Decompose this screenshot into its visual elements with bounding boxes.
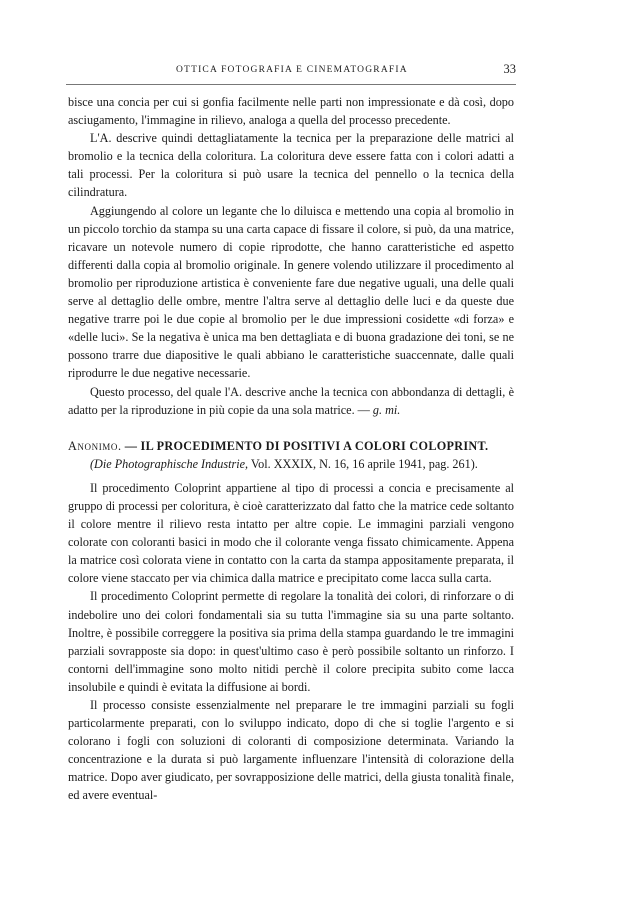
- paragraph: Aggiungendo al colore un legante che lo diluisca e mettendo una copia al bromolio in un piccolo torchio da stampa su una carta capace di fissare il colore, si può, da una matrice, ricavare un notevole numero di copie riprodotte, che hanno caratteristiche ed aspetto differenti dalla copia al bromolio originale. In genere volendo utilizzare il procedimento al bromolio per riproduzione artistica è conveniente fare due negative uguali, una delle quali serve al dettaglio delle ombre, mentre l'altra serve al dettaglio delle luci e da queste due negative trarre poi le due copie al bromolio per le due impressioni cosidette «di forza» e «delle luci». Se la negativa è unica ma ben dettagliata e di buona gradazione dei toni, se ne possono trarre due diapositive le quali abbiano le caratteristiche suaccennate, dalle quali riprodurre le due negative necessarie.: [68, 203, 514, 381]
- page-number: 33: [503, 62, 516, 76]
- running-head: OTTICA FOTOGRAFIA E CINEMATOGRAFIA: [176, 65, 408, 75]
- review-signature: g. mi.: [372, 402, 401, 417]
- entry-reference: [68, 455, 514, 473]
- paragraph: bisce una concia per cui si gonfia facilmente nelle parti non impressionate e dà così, dopo asciugamento, l'immagine in rilievo, analoga a quella del processo precedente.: [68, 95, 514, 128]
- entry-author: Anonimo.: [68, 438, 122, 453]
- header-rule: [66, 84, 516, 85]
- entry-citation: Vol. XXXIX, N. 16, 16 aprile 1941, pag. 261).: [250, 456, 478, 471]
- entry-title: — IL PROCEDIMENTO DI POSITIVI A COLORI COLOPRINT.: [124, 438, 489, 453]
- paragraph: [68, 383, 514, 419]
- paragraph-text: Questo processo, del quale l'A. descrive anche la tecnica con abbondanza di dettagli, è adatto per la riproduzione in più copie da una sola matrice. —: [68, 384, 514, 417]
- bibliographic-entry: [68, 437, 514, 473]
- page-header: [66, 62, 516, 82]
- entry-journal: (Die Photographische Industrie,: [90, 456, 249, 471]
- page-body: [68, 93, 514, 805]
- paragraph: Il procedimento Coloprint permette di regolare la tonalità dei colori, di rinforzare o di indebolire uno dei colori fondamentali sia su tutta l'immagine sia su una parte soltanto. Inoltre, è possibile correggere la positiva sia prima della stampa guardando le tre immagini parziali sovrapposte sia dopo: in quest'ultimo caso è però possibile soltanto un rinforzo. I contorni dell'immagine sono molto nitidi perchè il colore precipita subito come lacca insolubile e quindi è evitata la diffusione ai bordi.: [68, 589, 514, 694]
- paragraph: Il procedimento Coloprint appartiene al tipo di processi a concia e precisamente al gruppo di processi per coloritura, è cioè caratterizzato dal fatto che la matrice cede soltanto il colore mentre il rilievo resta intatto per altre copie. Le immagini parziali vengono colorate con coloranti basici in modo che il colorante venga fissato chimicamente. Appena la matrice così colorata viene in contatto con la carta da stampa appositamente preparata, il colore viene staccato per via chimica dalla matrice e precipitato come lacca sulla carta.: [68, 480, 514, 586]
- paragraph: Il processo consiste essenzialmente nel preparare le tre immagini parziali su fogli particolarmente preparati, con lo sviluppo indicato, dopo di che si toglie l'argento e si colorano i fogli con soluzioni di coloranti di composizione determinata. Variando la concentrazione e la durata si può largamente influenzare l'intensità di colorazione della matrice. Dopo aver giudicato, per sovrapposizione delle matrici, della giusta tonalità finale, ed avere eventual-: [68, 698, 514, 803]
- paragraph: L'A. descrive quindi dettagliatamente la tecnica per la preparazione delle matrici al bromolio e la tecnica della coloritura. La coloritura deve essere fatta con i colori adatti a tali processi. Per la coloritura si può usare la tecnica del pennello o la tecnica della cilindratura.: [68, 131, 514, 200]
